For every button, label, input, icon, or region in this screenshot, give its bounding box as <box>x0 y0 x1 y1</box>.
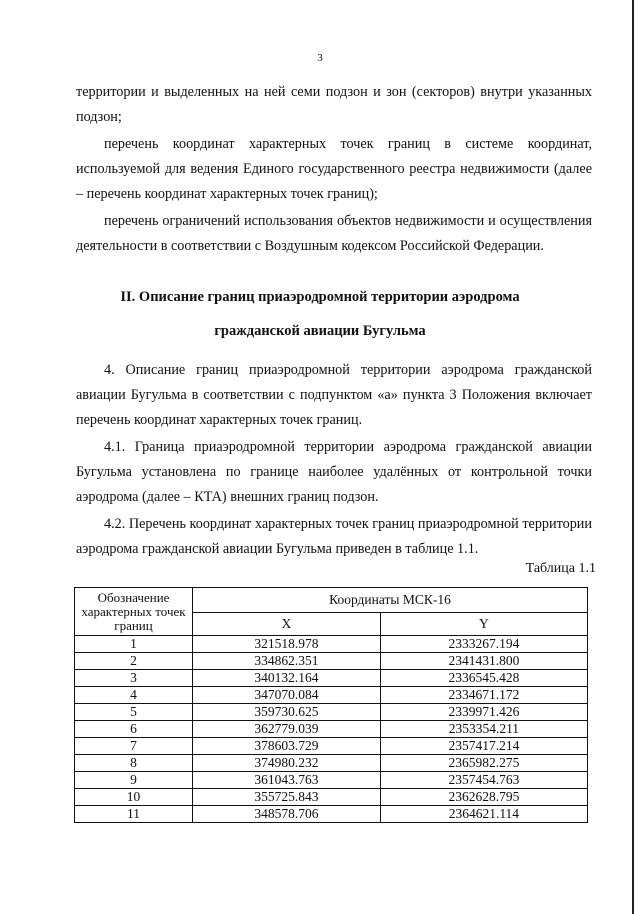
point-number-cell: 3 <box>75 670 193 687</box>
coord-y-cell: 2334671.172 <box>380 687 587 704</box>
table-row <box>75 806 588 823</box>
table-row <box>75 636 588 653</box>
coord-x-cell: 334862.351 <box>193 653 381 670</box>
table-caption: Таблица 1.1 <box>525 561 596 576</box>
paragraph: территории и выделенных на ней семи подзон и зон (секторов) внутри указанных подзон; <box>76 84 592 125</box>
coord-y-cell: 2357454.763 <box>380 772 587 789</box>
description-text-block <box>76 358 592 562</box>
paragraph: перечень ограничений использования объектов недвижимости и осуществления деятельности в соответствии с Воздушным кодексом Российской Федерации. <box>76 213 592 254</box>
table-body <box>75 636 588 823</box>
table-row <box>75 704 588 721</box>
column-header-coordinates: Координаты МСК-16 <box>193 588 588 613</box>
column-header-x: X <box>193 613 381 636</box>
section-heading <box>0 284 640 344</box>
coord-x-cell: 359730.625 <box>193 704 381 721</box>
point-number-cell: 4 <box>75 687 193 704</box>
point-number-cell: 5 <box>75 704 193 721</box>
coord-y-cell: 2365982.275 <box>380 755 587 772</box>
section-heading-line1: II. Описание границ приаэродромной территории аэродрома <box>120 289 520 305</box>
table-row <box>75 789 588 806</box>
coord-x-cell: 361043.763 <box>193 772 381 789</box>
paragraph: 4.2. Перечень координат характерных точек границ приаэродромной территории аэродрома гражданской авиации Бугульма приведен в таблице 1.1. <box>76 516 592 557</box>
paragraph: перечень координат характерных точек границ в системе координат, используемой для ведения Единого государственного реестра недвижимости (далее – перечень координат характерных точек границ); <box>76 136 592 202</box>
page-edge-line <box>632 0 634 914</box>
table-row <box>75 755 588 772</box>
coord-y-cell: 2333267.194 <box>380 636 587 653</box>
point-number-cell: 11 <box>75 806 193 823</box>
coord-y-cell: 2353354.211 <box>380 721 587 738</box>
point-number-cell: 10 <box>75 789 193 806</box>
paragraph: 4. Описание границ приаэродромной территории аэродрома гражданской авиации Бугульма в соответствии с подпунктом «а» пункта 3 Положения включает перечень координат характерных точек границ. <box>76 362 592 428</box>
coord-x-cell: 348578.706 <box>193 806 381 823</box>
coord-x-cell: 362779.039 <box>193 721 381 738</box>
table-row <box>75 653 588 670</box>
coord-y-cell: 2357417.214 <box>380 738 587 755</box>
point-number-cell: 1 <box>75 636 193 653</box>
point-number-cell: 6 <box>75 721 193 738</box>
coord-x-cell: 374980.232 <box>193 755 381 772</box>
table-row <box>75 687 588 704</box>
table-row <box>75 738 588 755</box>
coord-y-cell: 2341431.800 <box>380 653 587 670</box>
column-header-y: Y <box>380 613 587 636</box>
column-header-designation: Обозначение характерных точек границ <box>75 588 193 636</box>
point-number-cell: 2 <box>75 653 193 670</box>
coord-x-cell: 378603.729 <box>193 738 381 755</box>
point-number-cell: 7 <box>75 738 193 755</box>
intro-text-block <box>76 80 592 259</box>
coord-y-cell: 2336545.428 <box>380 670 587 687</box>
coordinates-table <box>74 587 588 823</box>
point-number-cell: 8 <box>75 755 193 772</box>
point-number-cell: 9 <box>75 772 193 789</box>
table-row <box>75 772 588 789</box>
coord-y-cell: 2362628.795 <box>380 789 587 806</box>
paragraph: 4.1. Граница приаэродромной территории аэродрома гражданской авиации Бугульма установлена по границе наиболее удалённых от контрольной точки аэродрома (далее – КТА) внешних границ подзон. <box>76 439 592 505</box>
coord-x-cell: 340132.164 <box>193 670 381 687</box>
table-row <box>75 721 588 738</box>
page-number: 3 <box>317 52 323 64</box>
coord-y-cell: 2364621.114 <box>380 806 587 823</box>
coord-x-cell: 355725.843 <box>193 789 381 806</box>
coord-x-cell: 321518.978 <box>193 636 381 653</box>
table-row <box>75 670 588 687</box>
coord-x-cell: 347070.084 <box>193 687 381 704</box>
coord-y-cell: 2339971.426 <box>380 704 587 721</box>
section-heading-line2: гражданской авиации Бугульма <box>214 323 426 339</box>
